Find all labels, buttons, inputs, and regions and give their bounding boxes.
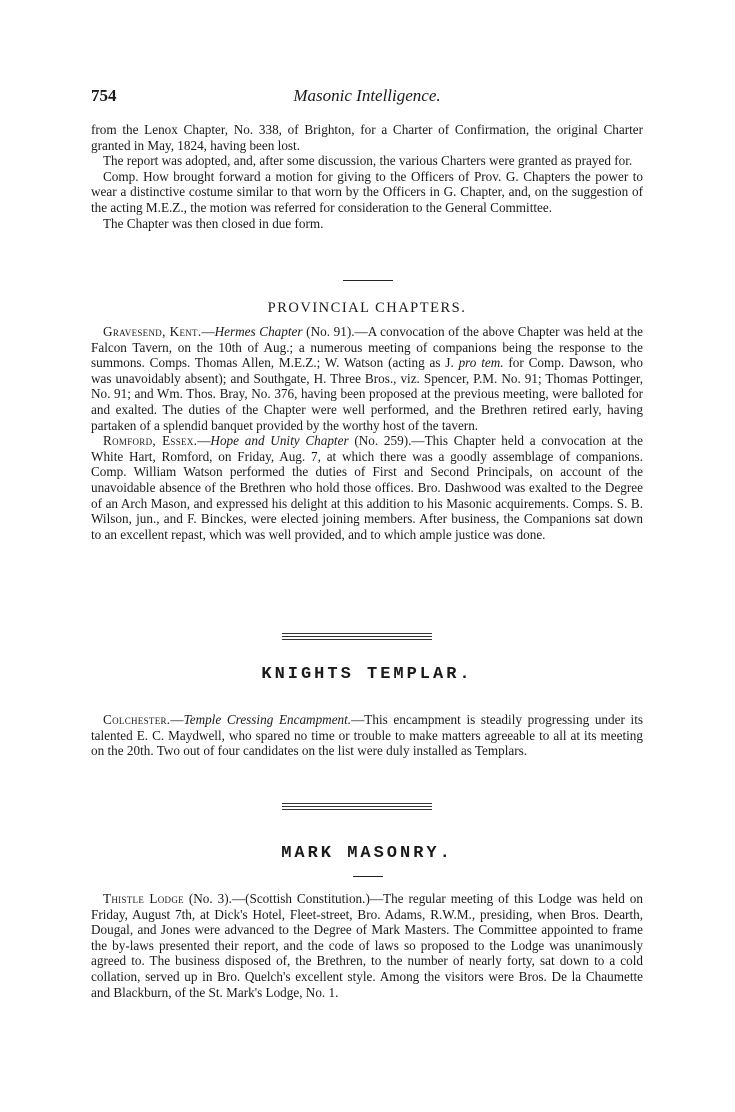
page-number: 754 <box>91 86 117 105</box>
provincial-section <box>91 324 643 542</box>
intro-paragraph-3: Comp. How brought forward a motion for giving to the Officers of Prov. G. Chapters the power to wear a distinctive costume similar to that worn by the Officers in G. Chapter, and, on the suggestion of the acting M.E.Z., the motion was referred for consideration to the General Committee. <box>91 168 643 215</box>
intro-section <box>91 122 643 231</box>
gravesend-text: (No. 91).—A convocation of the above Chapter was held at the Falcon Tavern, on the 10th of Aug.; a numerous meeting of companions being the response to the summons. Comps. Thomas Allen, M.E.Z.; W. Watson (acting as J. <box>91 324 643 371</box>
gravesend-place: Gravesend, Kent. <box>103 324 202 339</box>
colchester-report <box>91 712 643 759</box>
knights-section <box>91 712 643 759</box>
intro-paragraph-4: The Chapter was then closed in due form. <box>103 215 324 231</box>
romford-dash: — <box>197 433 211 449</box>
colchester-text: —This encampment is steadily progressing under its talented E. C. Maydwell, who spared no time or trouble to make matters agreeable to all at its meeting on the 20th. Two out of four candidates on the list were duly installed as Templars. <box>91 712 643 759</box>
romford-place: Romford, Essex. <box>103 433 198 449</box>
colchester-place: Colchester. <box>103 712 171 727</box>
thistle-lodge-name: Thistle Lodge <box>103 891 184 906</box>
intro-paragraph-1: from the Lenox Chapter, No. 338, of Brighton, for a Charter of Confirmation, the original Charter granted in May, 1824, having been lost. <box>91 122 643 153</box>
running-title: Masonic Intelligence. <box>293 86 441 105</box>
romford-report <box>91 433 643 542</box>
gravesend-chapter-name: Hermes Chapter <box>214 324 303 339</box>
thistle-lodge-text: (No. 3).—(Scottish Constitution.)—The regular meeting of this Lodge was held on Friday, August 7th, at Dick's Hotel, Fleet-street, Bro. Adams, R.W.M., presiding, when Bros. Dearth, Dougal, and Jones were advanced to the Degree of Mark Masters. The Committee appointed to frame the by-laws presented their report, and the code of laws so proposed to the Lodge was unanimously agreed to. The business disposed of, the Brethren, to the number of nearly forty, sat down to a cold collation, served up in Bro. Quelch's excellent style. Among the visitors were Bros. De la Chaumette and Blackburn, of the St. Mark's Lodge, No. 1. <box>91 891 643 1000</box>
gravesend-dash: — <box>201 324 215 339</box>
gravesend-text-2: for Comp. Dawson, who was unavoidably absent); and Southgate, H. Three Bros., viz. Spencer, P.M. No. 91; Thomas Pottinger, No. 91; and Wm. Thos. Bray, No. 376, having been proposed at the previous meeting, were balloted for and exalted. The duties of the Chapter were well performed, and the Brethren retired early, having partaken of a splendid banquet provided by the worthy host of the tavern. <box>91 355 643 433</box>
gravesend-pro-tem: pro tem. <box>458 355 504 371</box>
knights-templar-heading: KNIGHTS TEMPLAR. <box>261 665 473 684</box>
romford-text: (No. 259).—This Chapter held a convocation at the White Hart, Romford, on Friday, Aug. 7, at which there was a goodly assemblage of companions. Comp. William Watson performed the duties of First and Second Principals, on account of the unavoidable absence of the Brethren who hold those offices. Bro. Dashwood was exalted to the Degree of an Arch Mason, and expressed his delight at this addition to his Masonic acquirements. Comps. S. B. Wilson, jun., and F. Binckes, were elected joining members. After business, the Companions sat down to an excellent repast, which was well provided, and to which ample justice was done. <box>91 433 643 542</box>
colchester-dash: — <box>170 712 184 727</box>
thistle-lodge-report <box>91 891 643 1000</box>
romford-chapter-name: Hope and Unity Chapter <box>210 433 349 449</box>
provincial-chapters-heading: PROVINCIAL CHAPTERS. <box>267 300 467 316</box>
double-rule-divider <box>282 803 432 810</box>
mark-section <box>91 891 643 1000</box>
page-header <box>91 86 643 106</box>
colchester-encampment-name: Temple Cressing Encampment. <box>183 712 352 727</box>
double-rule-divider <box>282 633 432 640</box>
gravesend-report <box>91 324 643 433</box>
section-divider <box>343 280 393 281</box>
mark-masonry-heading: MARK MASONRY. <box>281 844 453 863</box>
intro-paragraph-2: The report was adopted, and, after some discussion, the various Charters were granted as prayed for. <box>103 153 633 169</box>
short-rule <box>353 876 383 877</box>
